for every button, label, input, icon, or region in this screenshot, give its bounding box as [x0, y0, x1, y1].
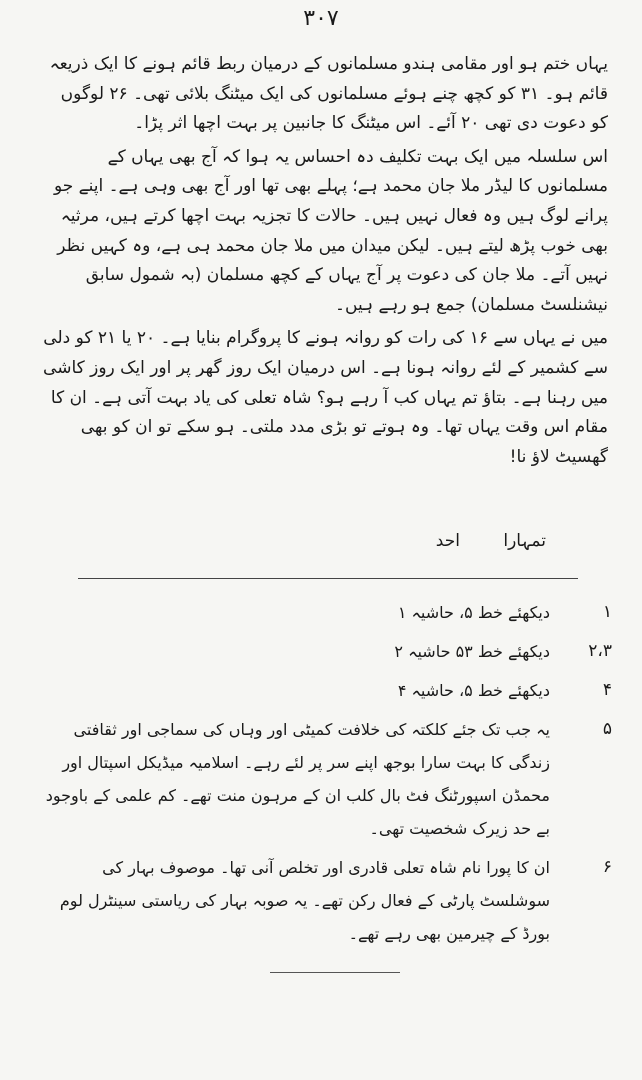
footnote-text: دیکھئے خط ۵، حاشیہ ۱ [397, 603, 550, 622]
letter-paragraph-1: یہاں ختم ہو اور مقامی ہندو مسلمانوں کے درمیان ربط قائم ہونے کا ایک ذریعہ قائم ہو۔ ۳۱ کو کچھ چنے ہوئے مسلمانوں کی ایک میٹنگ بلائی تھی۔ ۲۶ لوگوں کو دعوت دی تھی ۲۰ آئے۔ اس میٹنگ کا جانبین پر بہت اچھا اثر پڑا۔ [49, 54, 608, 134]
footnote [40, 674, 612, 707]
footnote-text: ان کا پورا نام شاہ تعلی قادری اور تخلص آنی تھا۔ موصوف بہار کی سوشلسٹ پارٹی کے فعال رکن تھے۔ یہ صوبہ بہار کی ریاستی سینٹرل لوم بورڈ کے چیرمین بھی رہے تھے۔ [59, 858, 550, 943]
letter-paragraph-2: اس سلسلہ میں ایک بہت تکلیف دہ احساس یہ ہوا کہ آج بھی یہاں کے مسلمانوں کا لیڈر ملا جان محمد ہے؛ پہلے بھی تھا اور آج بھی وہی ہے۔ اپنے جو پرانے لوگ ہیں وہ فعال نہیں ہیں۔ حالات کا تجزیہ بہت اچھا کرتے ہیں، مرثیہ بھی خوب پڑھ لیتے ہیں۔ لیکن میدان میں ملا جان محمد ہی ہے، وہ کہیں نظر نہیں آتے۔ ملا جان کی دعوت پر آج یہاں کے کچھ مسلمان (بہ شمول سابق نیشنلسٹ مسلمان) جمع ہو رہے ہیں۔ [53, 146, 608, 315]
footnote [40, 713, 612, 845]
footnote-number: ۱ [602, 602, 612, 622]
letter-closing: تمہارا [503, 531, 546, 551]
letter-signoff [436, 530, 546, 551]
footnote [40, 851, 612, 950]
footnote [40, 635, 612, 668]
footnote-text: دیکھئے خط ۵۳ حاشیہ ۲ [394, 642, 550, 661]
page-number: ۳۰۷ [303, 6, 339, 31]
footnote-separator [78, 578, 578, 579]
footnote-text: دیکھئے خط ۵، حاشیہ ۴ [397, 681, 550, 700]
letter-signature: احد [435, 531, 460, 551]
footnote-number: ۲،۳ [588, 641, 612, 661]
footnote [40, 596, 612, 629]
end-rule [270, 972, 400, 973]
letter-body [40, 50, 608, 476]
footnote-text: یہ جب تک جئے کلکتہ کی خلافت کمیٹی اور وہاں کی سماجی اور ثقافتی زندگی کا بہت سارا بوجھ اپنے سر پر لئے رہے۔ اسلامیہ میڈیکل اسپتال اور محمڈن اسپورٹنگ فٹ بال کلب ان کے مرہون منت تھے۔ کم علمی کے باوجود بے حد زیرک شخصیت تھی۔ [45, 720, 550, 838]
footnote-number: ۴ [602, 680, 612, 700]
footnote-number: ۶ [602, 857, 612, 877]
footnote-number: ۵ [602, 719, 612, 739]
footnotes [40, 596, 612, 956]
letter-paragraph-3: میں نے یہاں سے ۱۶ کی رات کو روانہ ہونے کا پروگرام بنایا ہے۔ ۲۰ یا ۲۱ کو دلی سے کشمیر کے لئے روانہ ہونا ہے۔ اس درمیان ایک روز گھر پر اور ایک روز کاشی میں رہنا ہے۔ بتاؤ تم یہاں کب آ رہے ہو؟ شاہ تعلی کی یاد بہت آتی ہے۔ ان کا مقام اس وقت یہاں تھا۔ وہ ہوتے تو بڑی مدد ملتی۔ ہو سکے تو ان کو بھی گھسیٹ لاؤ نا! [43, 328, 608, 467]
